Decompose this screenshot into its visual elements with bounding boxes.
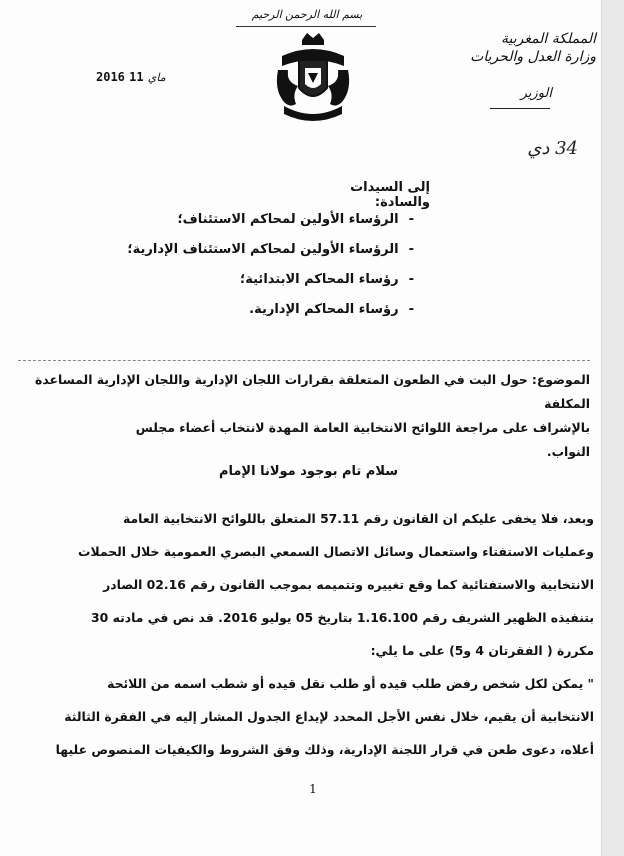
body-paragraph	[24, 502, 594, 766]
body-line: الانتخابية والاستفتائية كما وقع تغييره وتتميمه بموجب القانون رقم 02.16 الصادر	[103, 577, 594, 592]
body-line: وبعد، فلا يخفى عليكم ان القانون رقم 57.11 المتعلق باللوائح الانتخابية العامة	[122, 511, 594, 526]
body-line: بتنفيذه الظهير الشريف رقم 1.16.100 بتاريخ 05 يوليو 2016. قد نص في مادته 30	[91, 610, 594, 625]
recipient-item: -الرؤساء الأولين لمحاكم الاستئناف الإدارية؛	[127, 242, 414, 257]
scan-edge	[601, 0, 624, 856]
body-line: " يمكن لكل شخص رفض طلب قيده أو طلب نقل قيده أو شطب اسمه من اللائحة	[107, 676, 594, 691]
subject-line: النواب.	[546, 444, 590, 459]
recipient-item: -رؤساء المحاكم الابتدائية؛	[240, 272, 414, 287]
recipient-bullet: -	[408, 272, 414, 287]
body-line: مكررة ( الفقرتان 4 و5) على ما يلي:	[370, 643, 594, 658]
recipient-item: -رؤساء المحاكم الإدارية.	[249, 302, 414, 317]
section-divider	[18, 360, 590, 361]
reference-number: 34 دي	[527, 138, 578, 159]
addressee-heading: إلى السيدات والسادة:	[350, 180, 430, 210]
minister-underline	[490, 108, 550, 109]
date-month: ماي	[147, 71, 166, 84]
body-line: وعمليات الاستفتاء واستعمال وسائل الاتصال السمعي البصري العمومية خلال الحملات	[78, 544, 594, 559]
date-year: 2016	[96, 70, 125, 84]
body-line: الانتخابية أن يقيم، خلال نفس الأجل المحدد لإيداع الجدول المشار إليه في الفقرة الثالثة	[64, 709, 594, 724]
bismillah-underline	[236, 26, 376, 27]
letter-date	[96, 70, 176, 84]
subject-label: الموضوع:	[531, 372, 590, 387]
ministry-line-ministry: وزارة العدل والحريات	[470, 49, 596, 65]
minister-title: الوزير	[520, 86, 552, 101]
subject-line: بالإشراف على مراجعة اللوائح الانتخابية العامة المهدة لانتخاب أعضاء مجلس	[135, 420, 590, 435]
salutation: سلام تام بوجود مولانا الإمام	[218, 464, 398, 479]
subject-line: الموضوع:حول البت في الطعون المتعلقة بقرارات اللجان الإدارية واللجان الإدارية المساعدة المكلفة	[35, 372, 590, 411]
date-day: 11	[129, 70, 144, 84]
coat-of-arms-emblem	[272, 30, 354, 128]
recipient-bullet: -	[408, 212, 414, 227]
bismillah-header: بسم الله الرحمن الرحيم	[251, 8, 363, 21]
body-line: أعلاه، دعوى طعن في قرار اللجنة الإدارية، وذلك وفق الشروط والكيفيات المنصوص عليها	[55, 742, 594, 757]
ministry-header	[446, 30, 596, 66]
recipient-item: -الرؤساء الأولين لمحاكم الاستئناف؛	[177, 212, 414, 227]
recipient-bullet: -	[408, 302, 414, 317]
royal-crest-icon	[272, 30, 354, 128]
recipient-bullet: -	[408, 242, 414, 257]
subject-block	[24, 368, 590, 464]
page-number: 1	[309, 782, 317, 796]
ministry-line-kingdom: المملكة المغربية	[500, 31, 596, 47]
